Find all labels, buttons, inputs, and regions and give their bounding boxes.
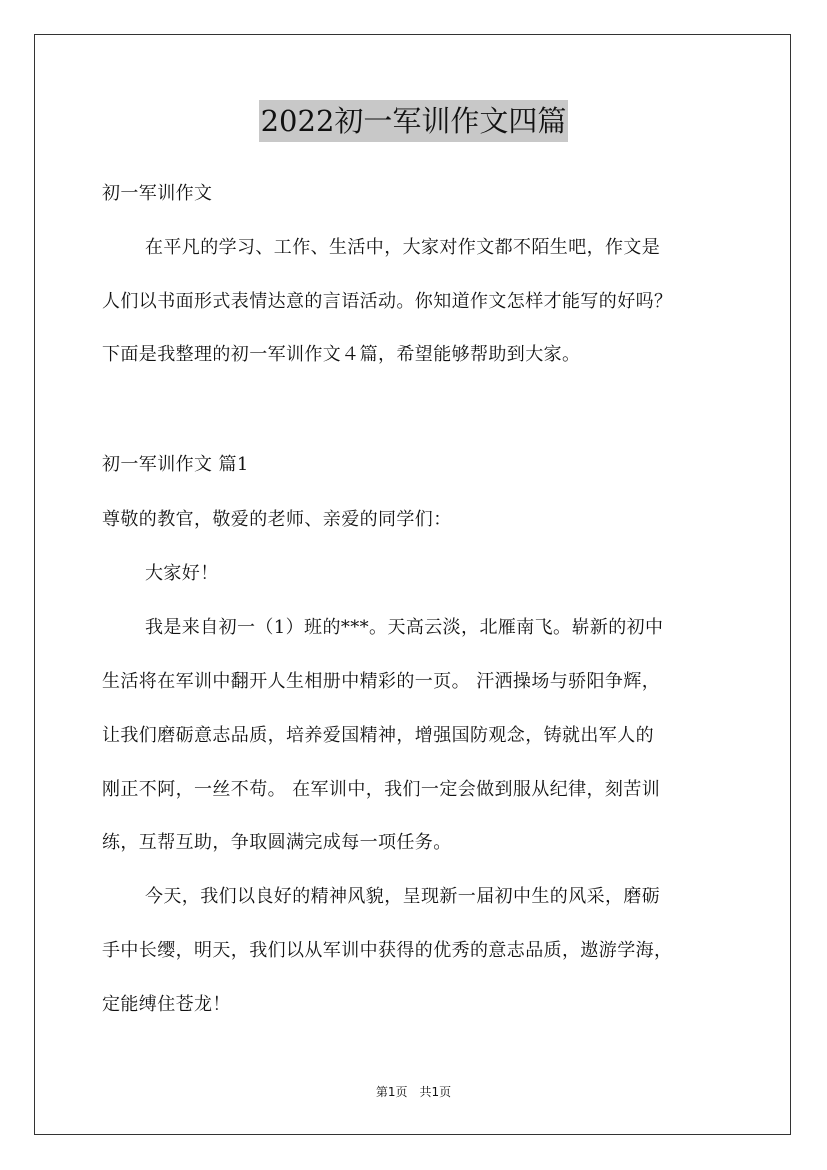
paragraph-line: 我是来自初一（1）班的***。天高云淡，北雁南飞。崭新的初中 (145, 617, 664, 638)
intro-line: 下面是我整理的初一军训作文４篇，希望能够帮助到大家。 (102, 344, 581, 365)
paragraph-line: 让我们磨砺意志品质，培养爱国精神，增强国防观念，铸就出军人的 (102, 725, 654, 746)
document-title: 2022初一军训作文四篇 (259, 100, 569, 142)
intro-line: 人们以书面形式表情达意的言语活动。你知道作文怎样才能写的好吗？ (102, 291, 673, 312)
page-footer (0, 1084, 827, 1100)
page-number-total: 共1页 (419, 1085, 452, 1099)
paragraph-line: 手中长缨，明天，我们以从军训中获得的优秀的意志品质，遨游学海， (102, 940, 673, 961)
paragraph-line: 定能缚住苍龙！ (102, 994, 231, 1015)
greeting: 大家好！ (145, 563, 219, 584)
paragraph-line: 刚正不阿，一丝不苟。 在军训中，我们一定会做到服从纪律，刻苦训 (102, 779, 661, 800)
intro-line: 在平凡的学习、工作、生活中，大家对作文都不陌生吧，作文是 (145, 237, 661, 258)
paragraph-line: 今天，我们以良好的精神风貌，呈现新一届初中生的风采，磨砺 (145, 886, 661, 907)
paragraph-line: 生活将在军训中翻开人生相册中精彩的一页。 汗洒操场与骄阳争辉， (102, 671, 661, 692)
section-heading: 初一军训作文 (102, 183, 213, 204)
paragraph-line: 练，互帮互助，争取圆满完成每一项任务。 (102, 832, 452, 853)
page-number-current: 第1页 (375, 1085, 408, 1099)
article-heading: 初一军训作文 篇1 (102, 454, 249, 475)
salutation: 尊敬的教官，敬爱的老师、亲爱的同学们： (102, 509, 452, 530)
title-container (0, 100, 827, 142)
